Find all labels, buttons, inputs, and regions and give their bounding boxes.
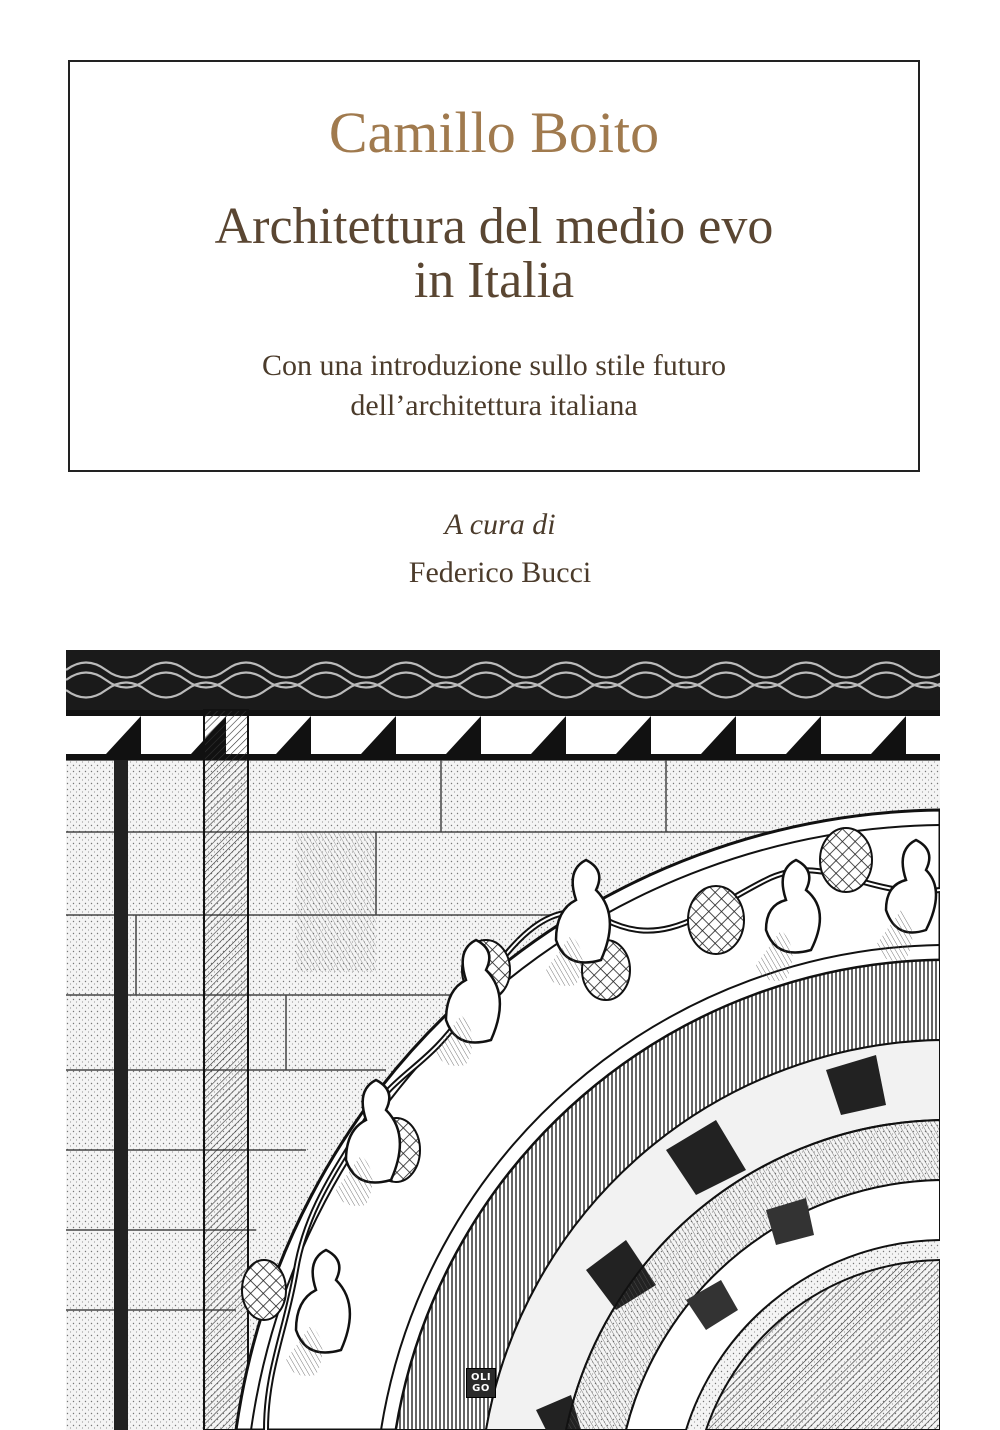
- publisher-logo-line-1: OLI: [470, 1372, 492, 1383]
- author-name: Camillo Boito: [328, 100, 660, 165]
- publisher-logo: [466, 1368, 496, 1398]
- publisher-logo-line-2: GO: [472, 1383, 490, 1394]
- editor-label: A cura di: [444, 508, 556, 541]
- book-title: [70, 200, 918, 308]
- book-subtitle: [70, 346, 918, 426]
- subtitle-line-1: Con una introduzione sullo stile futuro: [261, 349, 727, 382]
- subtitle-line-2: dell’architettura italiana: [350, 389, 638, 422]
- book-title-line-1: Architettura del medio evo: [214, 198, 774, 255]
- editor-name: Federico Bucci: [408, 556, 592, 589]
- engraving-illustration: [66, 650, 940, 1430]
- title-frame: [68, 60, 920, 472]
- book-title-line-2: in Italia: [413, 252, 575, 309]
